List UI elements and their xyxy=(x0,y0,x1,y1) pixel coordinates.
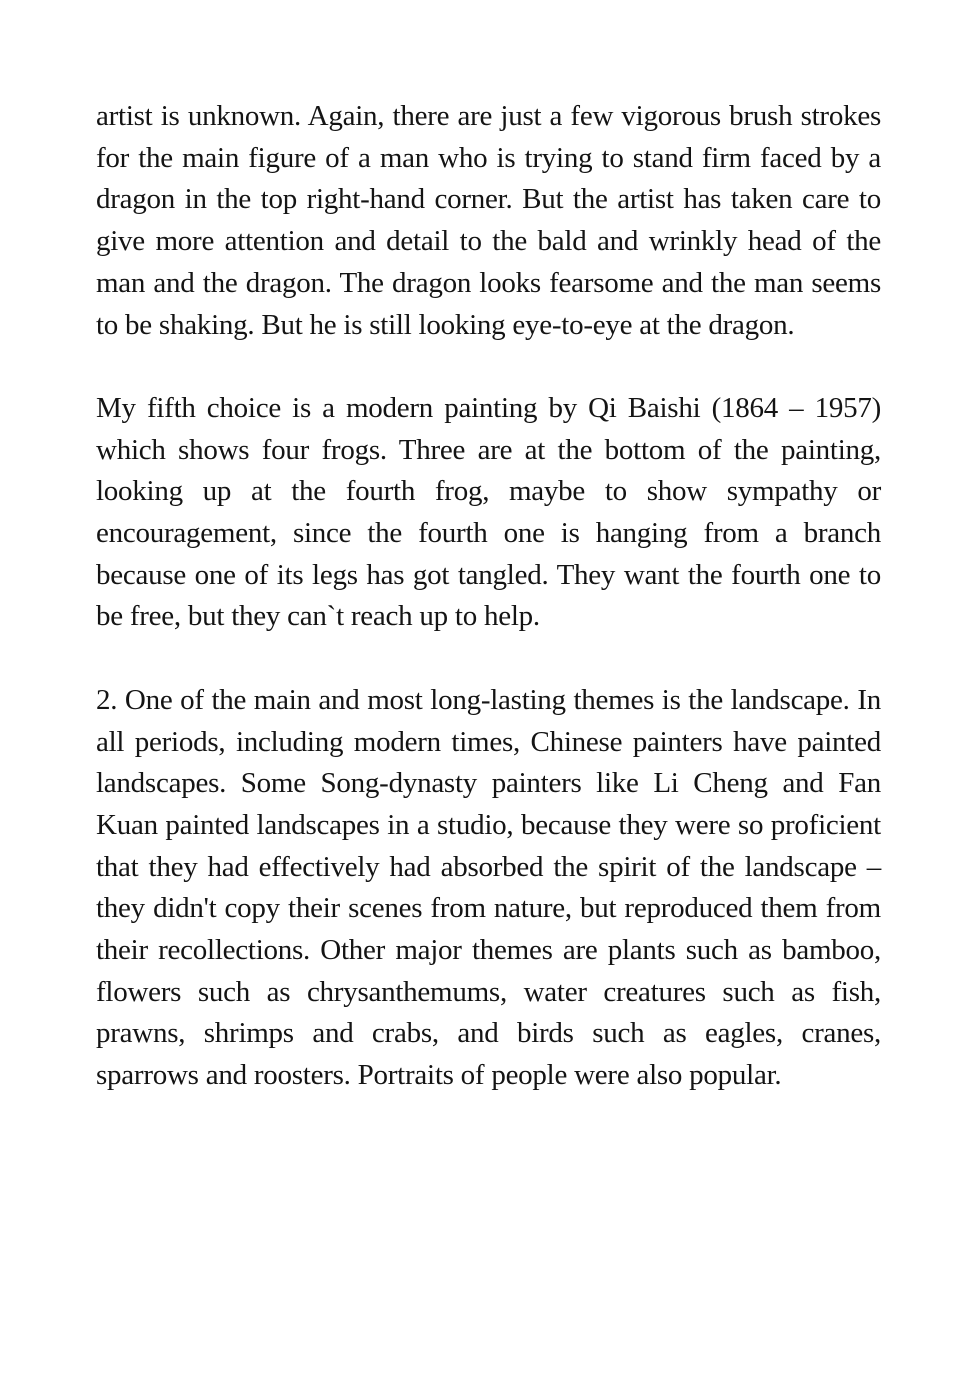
paragraph-qi-baishi-frogs: My fifth choice is a modern painting by Qi Baishi (1864 – 1957) which shows four frogs. Three are at the bottom of the painting, looking up at the fourth frog, maybe to show sympathy or encouragement, since the fourth one is hanging from a branch because one of its legs has got tangled. They want the fourth one to be free, but they can`t reach up to help. xyxy=(96,391,881,633)
document-body xyxy=(96,96,881,1097)
paragraph-dragon-painting: artist is unknown. Again, there are just a few vigorous brush strokes for the main figure of a man who is trying to stand firm faced by a dragon in the top right-hand corner. But the artist has taken care to give more attention and detail to the bald and wrinkly head of the man and the dragon. The dragon looks fearsome and the man seems to be shaking. But he is still looking eye-to-eye at the dragon. xyxy=(96,100,881,341)
paragraph-landscape-themes: 2. One of the main and most long-lasting themes is the landscape. In all periods, including modern times, Chinese painters have painted landscapes. Some Song-dynasty painters like Li Cheng and Fan Kuan painted landscapes in a studio, because they were so proficient that they had effectively had absorbed the spirit of the landscape – they didn't copy their scenes from nature, but reproduced them from their recollections. Other major themes are plants such as bamboo, flowers such as chrysanthemums, water creatures such as fish, prawns, shrimps and crabs, and birds such as eagles, cranes, sparrows and roosters. Portraits of people were also popular. xyxy=(96,683,881,1092)
